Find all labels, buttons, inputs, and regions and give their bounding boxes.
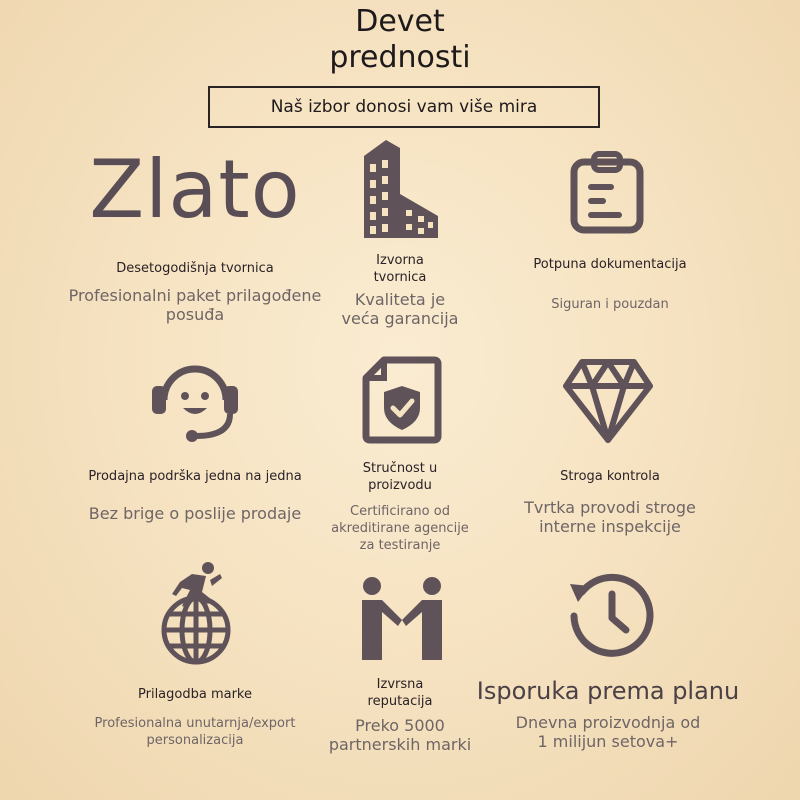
feature-support-description: Bez brige o poslije prodaje: [88, 504, 302, 523]
feature-reputation-description: [320, 716, 480, 754]
feature-expertise-description-line1: Certificirano od: [350, 504, 450, 519]
feature-branding-title: Prilagodba marke: [138, 687, 252, 702]
headset-icon: [150, 356, 240, 444]
feature-expertise-title-line1: Stručnost u: [362, 461, 438, 476]
page-title: [0, 4, 800, 76]
feature-factory-title-line2: tvornica: [373, 270, 427, 285]
feature-reputation-title-line1: Izvrsna: [376, 677, 424, 692]
feature-gold-title: Desetogodišnja tvornica: [116, 261, 274, 276]
feature-expertise-description-line2: akreditirane agencije: [331, 521, 469, 536]
feature-control-description-line1: Tvrtka provodi stroge: [524, 498, 696, 517]
certificate-shield-icon: [360, 356, 442, 444]
feature-factory-title-line1: Izvorna: [376, 253, 424, 268]
feature-reputation-title-line2: reputacija: [367, 694, 433, 709]
subtitle: Naš izbor donosi vam više mira: [270, 97, 538, 117]
clipboard-icon: [568, 150, 646, 234]
feature-control-description-line2: interne inspekcije: [539, 517, 681, 536]
feature-control-title: Stroga kontrola: [560, 469, 660, 484]
feature-factory-description: [320, 290, 480, 328]
feature-delivery-title: Isporuka prema planu: [476, 677, 740, 705]
feature-delivery-description-line1: Dnevna proizvodnja od: [515, 713, 701, 732]
building-icon: [360, 138, 440, 240]
feature-support-title: Prodajna podrška jedna na jedna: [88, 469, 302, 484]
title-line-2: prednosti: [329, 40, 471, 75]
globe-runner-icon: [158, 560, 234, 666]
feature-delivery-description-line2: 1 milijun setova+: [537, 732, 679, 751]
feature-reputation-title: [330, 676, 470, 710]
feature-branding-description-line2: personalizacija: [146, 733, 244, 748]
feature-factory-description-line1: Kvaliteta je: [354, 290, 446, 309]
feature-documentation-title: Potpuna dokumentacija: [533, 257, 687, 272]
handshake-icon: [358, 576, 446, 662]
feature-expertise-description: [310, 503, 490, 554]
subtitle-box: [208, 86, 600, 128]
feature-delivery-description: [480, 713, 736, 751]
feature-reputation-description-line1: Preko 5000: [355, 716, 445, 735]
clock-history-icon: [566, 570, 658, 662]
feature-expertise-description-line3: za testiranje: [359, 538, 441, 553]
feature-expertise-title-line2: proizvodu: [368, 478, 432, 493]
feature-documentation-description: Siguran i pouzdan: [551, 297, 669, 312]
feature-factory-description-line2: veća garancija: [341, 309, 459, 328]
feature-branding-description-line1: Profesionalna unutarnja/export: [94, 716, 296, 731]
gold-logo-text: Zlato: [89, 143, 301, 236]
diamond-icon: [562, 358, 654, 444]
feature-expertise-title: [330, 460, 470, 494]
feature-reputation-description-line2: partnerskih marki: [328, 735, 472, 754]
feature-control-description: [500, 498, 720, 536]
feature-gold: [40, 143, 350, 236]
feature-factory-title: [330, 252, 470, 286]
feature-gold-description: Profesionalni paket prilagođene posuđa: [68, 286, 322, 324]
title-line-1: Devet: [355, 4, 445, 39]
feature-branding-description: [40, 715, 350, 749]
